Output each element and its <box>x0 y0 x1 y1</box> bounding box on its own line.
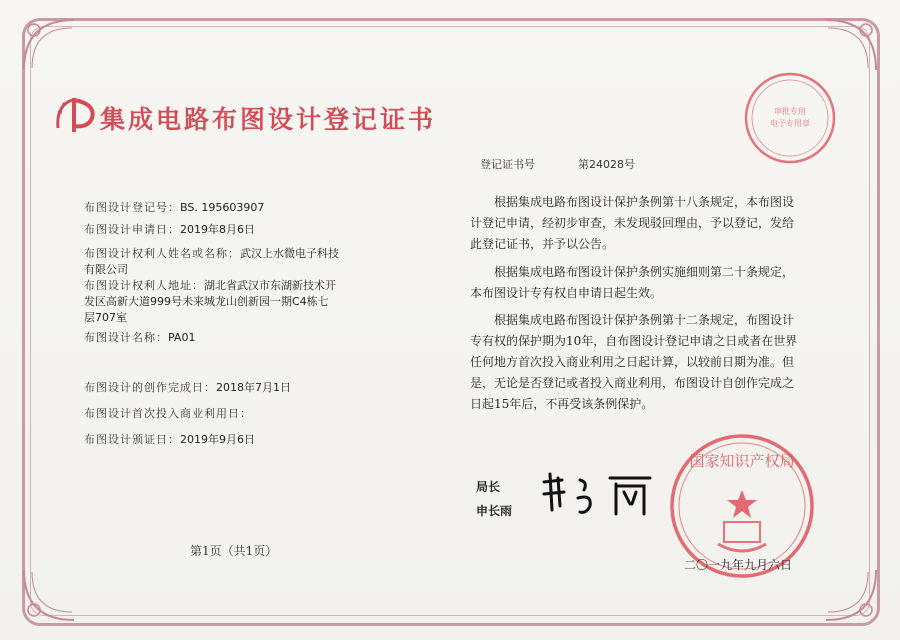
field-label: 布图设计权利人姓名或名称： <box>84 247 240 260</box>
field-value: 2019年9月6日 <box>180 433 255 446</box>
field-creation-date <box>84 380 291 396</box>
corner-ornament-top-left <box>14 10 84 80</box>
handwritten-signature <box>540 470 660 518</box>
field-registration-number <box>84 200 264 216</box>
svg-text:审批专用: 审批专用 <box>774 107 806 116</box>
field-value-continued-2: 层707室 <box>84 311 127 324</box>
issue-date-chinese: 二〇一九年九月六日 <box>684 558 793 572</box>
corner-ornament-bottom-left <box>14 560 84 630</box>
certificate-number-label: 登记证书号 <box>480 158 535 171</box>
page-number: 第1页（共1页） <box>190 544 278 558</box>
field-value: 武汉上水微电子科技 <box>240 247 339 260</box>
field-design-name <box>84 330 195 346</box>
field-issue-date <box>84 432 255 448</box>
field-value-continued: 有限公司 <box>84 263 128 276</box>
signatory-title: 局长 <box>476 480 501 494</box>
certificate-title: 集成电路布图设计登记证书 <box>100 105 437 134</box>
corner-ornament-bottom-right <box>816 560 886 630</box>
field-value: 2019年8月6日 <box>180 223 255 236</box>
field-label: 布图设计首次投入商业利用日： <box>84 407 252 420</box>
field-label: 布图设计颁证日： <box>84 433 180 446</box>
paragraph-registration: 根据集成电路布图设计保护条例第十八条规定，本布图设计登记申请，经初步审查，未发现驳回理由，予以登记，发给此登记证书，并予以公告。 <box>470 195 795 251</box>
field-first-commercial-use <box>84 406 252 422</box>
field-value-continued: 发区高新大道999号未来城龙山创新园一期C4栋七 <box>84 295 329 308</box>
paragraph-protection-term: 根据集成电路布图设计保护条例第十二条规定，布图设计专有权的保护期为10年，自布图设计登记申请之日或者在世界任何地方首次投入商业利用之日起计算，以较前日期为准。但是，无论是否登记或者投入商业利用，布图设计自创作完成之日起15年后，不再受该条例保护。 <box>470 313 798 411</box>
field-label: 布图设计申请日： <box>84 223 180 236</box>
field-value: 湖北省武汉市东湖新技术开 <box>204 279 336 292</box>
field-owner-address <box>84 278 414 326</box>
field-value: BS. 195603907 <box>180 201 265 214</box>
small-official-seal <box>742 70 838 166</box>
field-label: 布图设计登记号： <box>84 201 180 214</box>
field-owner-name <box>84 246 414 278</box>
field-value: PA01 <box>168 331 196 344</box>
paragraph-effect: 根据集成电路布图设计保护条例实施细则第二十条规定，本布图设计专有权自申请日起生效。 <box>470 265 795 300</box>
field-label: 布图设计的创作完成日： <box>84 381 216 394</box>
cnipa-logo-icon <box>52 92 98 138</box>
field-label: 布图设计权利人地址： <box>84 279 204 292</box>
certificate-number: 第24028号 <box>578 158 635 171</box>
field-value: 2018年7月1日 <box>216 381 291 394</box>
svg-text:国家知识产权局: 国家知识产权局 <box>689 452 795 470</box>
field-application-date <box>84 222 255 238</box>
svg-text:电子专用章: 电子专用章 <box>770 119 810 128</box>
field-label: 布图设计名称： <box>84 331 168 344</box>
signatory-name: 申长雨 <box>476 504 513 518</box>
